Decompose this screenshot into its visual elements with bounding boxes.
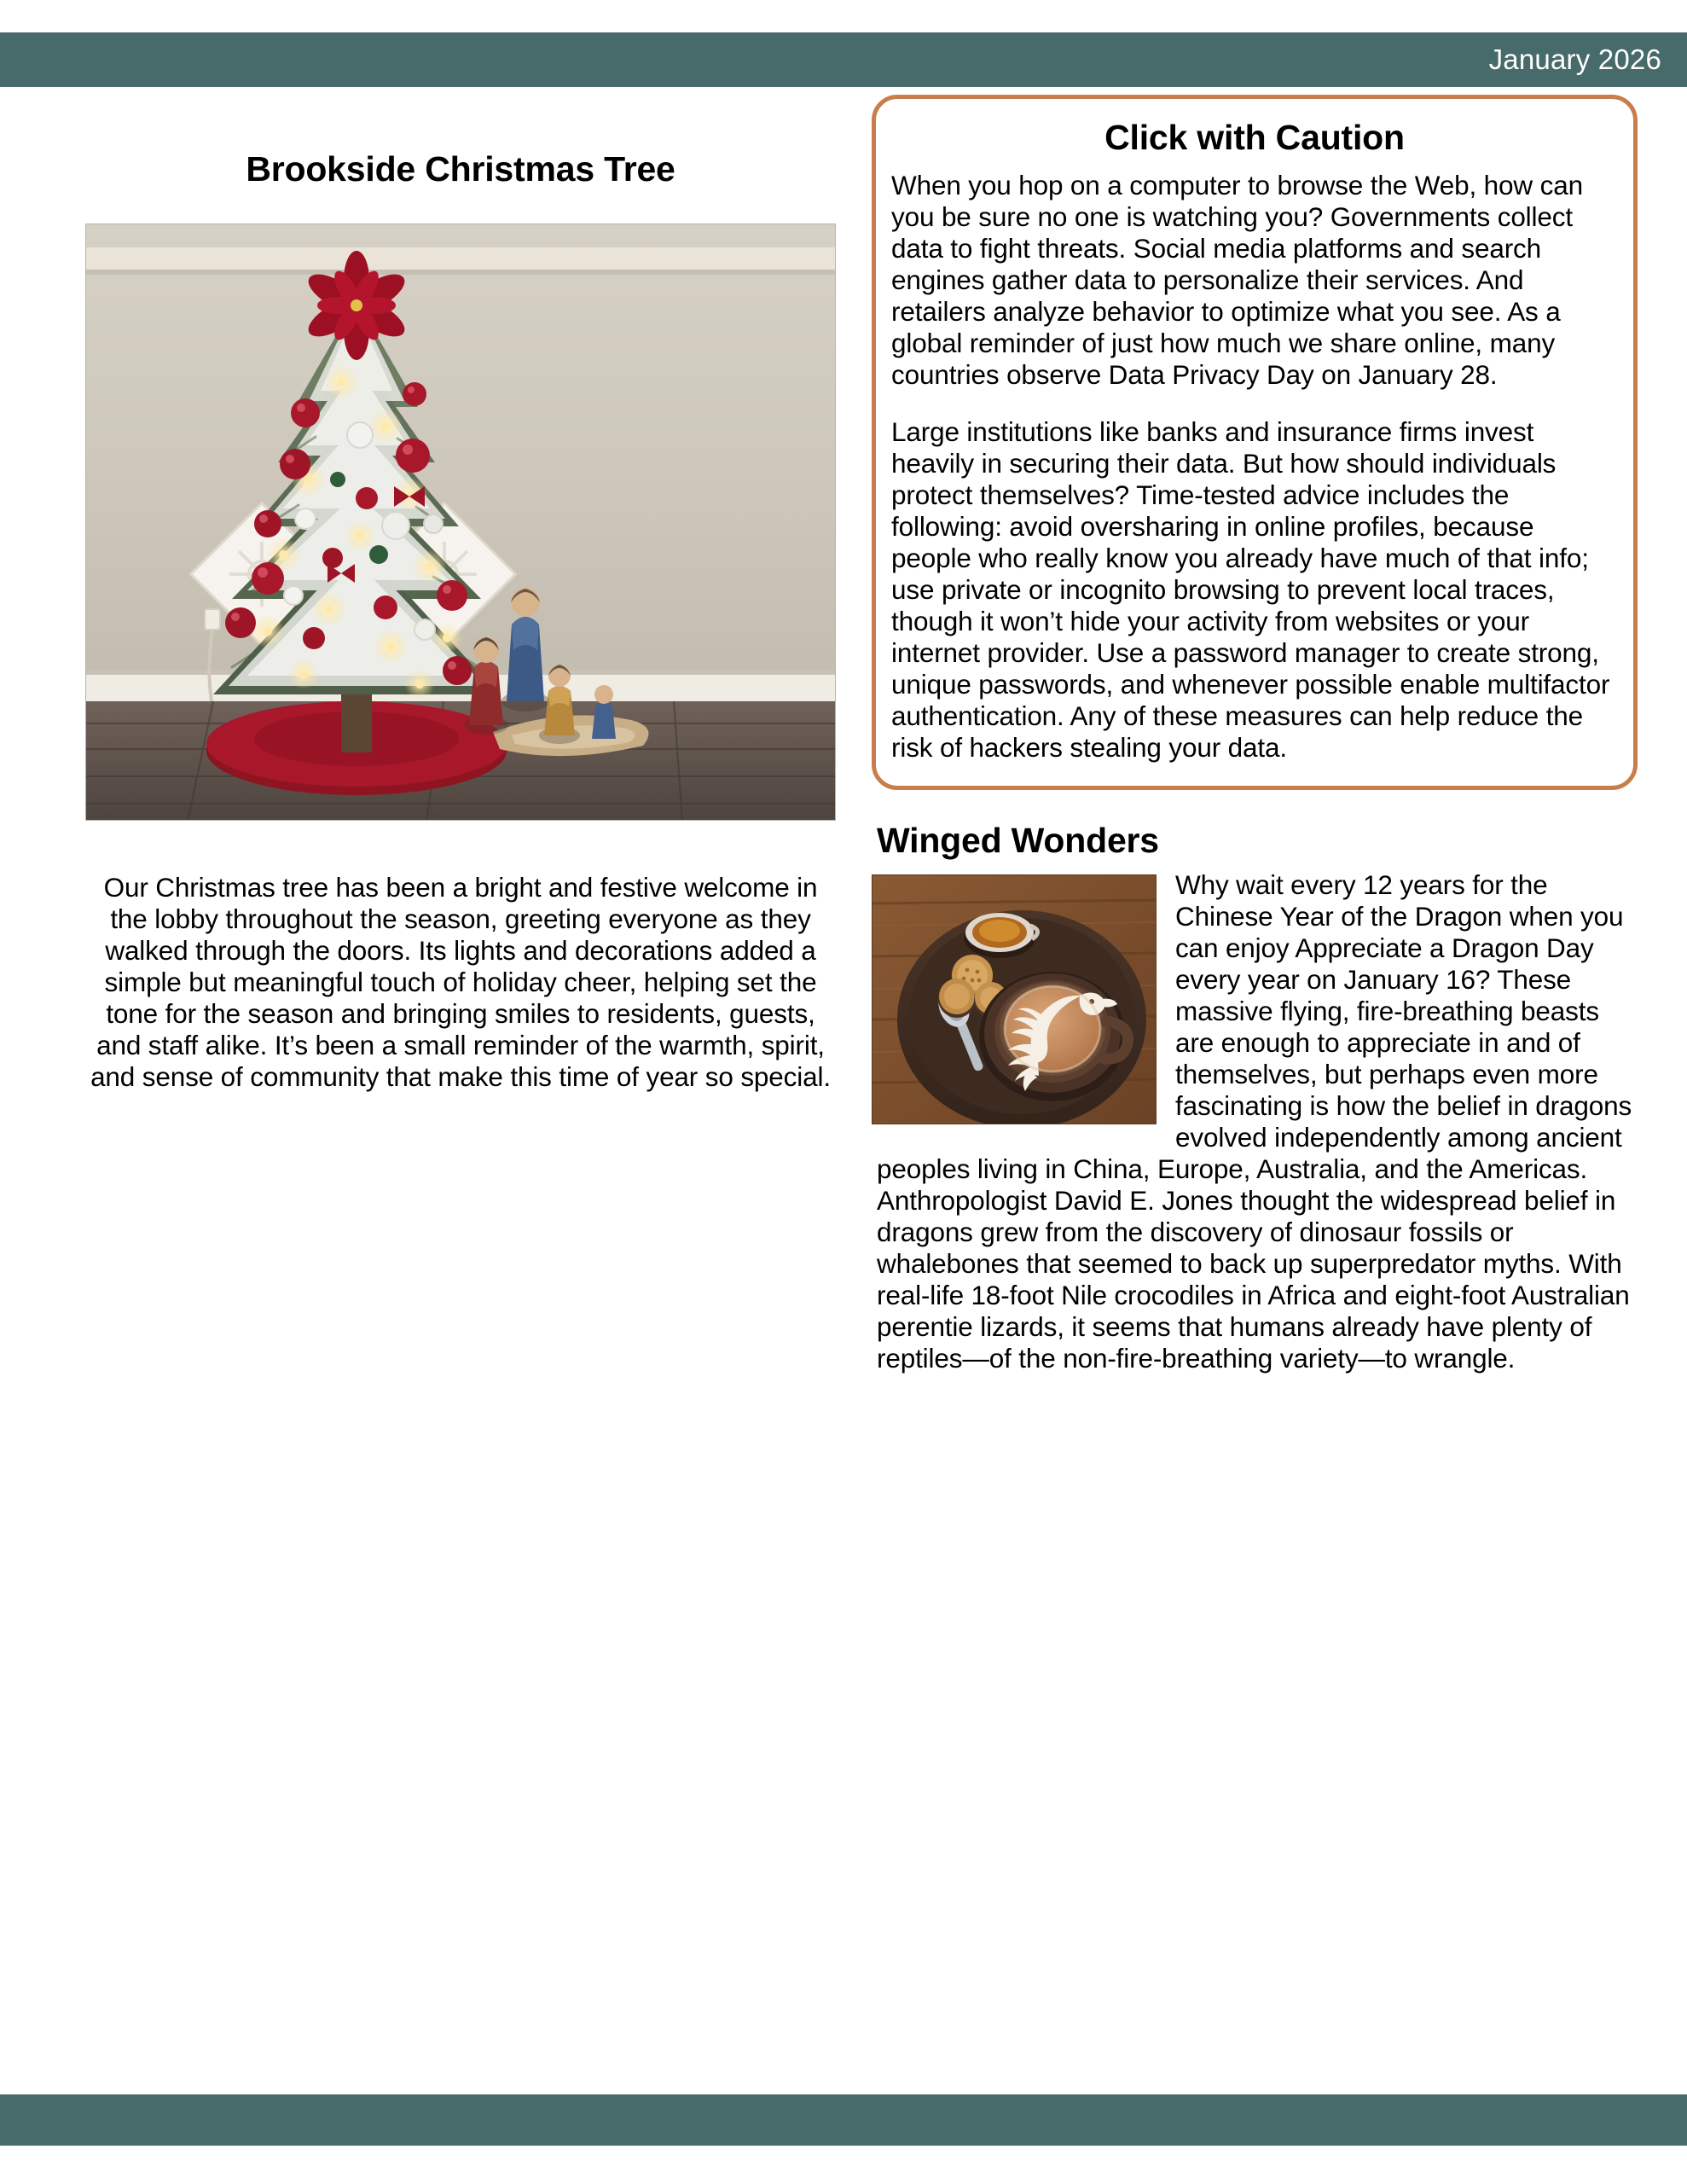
caution-paragraph-2: Large institutions like banks and insurance firms invest heavily in securing their data. But how should individuals protect themselves? Time-tested advice includes the following: avoid oversharing in online profiles, because people who really know you already have much of that info; use private or incognito browsing to prevent local traces, though it won’t hide your activity from websites or your internet provider. Use a password manager to create strong, unique passwords, and whenever possible enable multifactor authentication. Any of these measures can help reduce the risk of hackers stealing your data. bbox=[891, 416, 1610, 764]
click-with-caution-headline: Click with Caution bbox=[1104, 118, 1405, 157]
dragon-latte-photo bbox=[872, 874, 1157, 1124]
christmas-tree-caption: Our Christmas tree has been a bright and festive welcome in the lobby throughout the season, greeting everyone as they walked through the doors. Its lights and decorations added a simple but meaningful touch of holiday cheer, helping set the tone for the season and bringing smiles to residents, guests, and staff alike. It’s been a small reminder of the warmth, spirit, and sense of community that make this time of year so special. bbox=[90, 872, 831, 1093]
footer-bar bbox=[0, 2094, 1687, 2146]
winged-wonders-body: Why wait every 12 years for the Chinese Year of the Dragon when you can enjoy Appreciate a Dragon Day every year on January 16? These massive flying, fire-breathing beasts are enough to appreciate in and of themselves, but perhaps even more fascinating is how the belief in dragons evolved independently among ancient peoples living in China, Europe, Australia, and the Americas. Anthropologist David E. Jones thought the widespread belief in dragons grew from the discovery of dinosaur fossils or whalebones that seemed to back up superpredator myths. With real-life 18-foot Nile crocodiles in Africa and eight-foot Australian perentie lizards, it seems that humans already have plenty of reptiles—of the non-fire-breathing variety—to wrangle. bbox=[877, 869, 1632, 1374]
left-column bbox=[85, 88, 836, 1093]
caution-paragraph-1: When you hop on a computer to browse the Web, how can you be sure no one is watching you? Governments collect data to fight threats. Social media platforms and search engines gather data to personalize their services. And retailers analyze behavior to optimize what you see. As a global reminder of just how much we share online, many countries observe Data Privacy Day on January 28. bbox=[891, 170, 1583, 391]
click-with-caution-article bbox=[872, 95, 1638, 790]
christmas-tree-photo bbox=[85, 224, 836, 821]
winged-wonders-headline: Winged Wonders bbox=[877, 821, 1159, 861]
newsletter-page bbox=[0, 88, 1687, 2076]
header-bar bbox=[0, 32, 1687, 87]
winged-wonders-article bbox=[872, 821, 1638, 1374]
right-column bbox=[872, 88, 1638, 1374]
issue-date: January 2026 bbox=[1488, 44, 1661, 75]
brookside-christmas-tree-headline: Brookside Christmas Tree bbox=[246, 149, 675, 189]
